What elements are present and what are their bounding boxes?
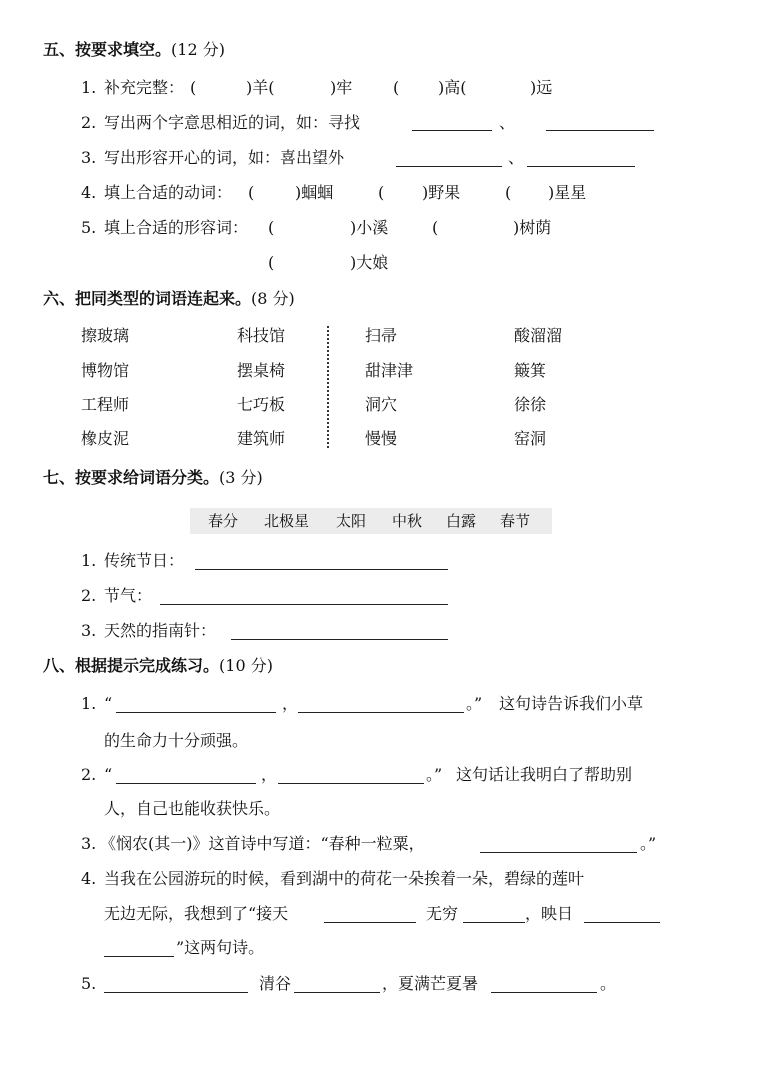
s5-q2-text: 写出两个字意思相近的词，如：寻找	[104, 113, 361, 132]
s8-q1-blank-1[interactable]	[116, 712, 276, 713]
s5-q4-paren-1: (	[248, 183, 255, 202]
s8-q1-comma: ，	[282, 694, 299, 713]
s8-q1-num: 1.	[81, 694, 97, 713]
s8-q5-part-a: 清谷	[259, 974, 292, 993]
s5-q1-num: 1.	[81, 78, 97, 97]
s6-col2-word[interactable]: 七巧板	[237, 395, 286, 414]
s5-q4-yeguo: )野果	[422, 183, 461, 202]
section-5-points: (12 分)	[171, 40, 225, 59]
s8-q5-blank-2[interactable]	[294, 992, 380, 993]
s5-q2-blank-2[interactable]	[546, 130, 654, 131]
s7-q2-blank[interactable]	[160, 604, 448, 605]
s8-q5-num: 5.	[81, 974, 97, 993]
section-8-heading	[43, 656, 273, 676]
s5-q3-text: 写出形容开心的词，如：喜出望外	[104, 148, 345, 167]
s5-q5-daniang: )大娘	[350, 253, 389, 272]
s5-q4-prefix: 填上合适的动词：	[104, 183, 233, 202]
s7-word: 北极星	[264, 512, 310, 530]
s8-q1-close-quote: 。”	[466, 694, 483, 713]
section-6-heading	[43, 289, 295, 309]
s6-col3-word[interactable]: 慢慢	[365, 429, 398, 448]
s8-q2-comma: ，	[261, 765, 278, 784]
s5-q5-xiaoxi: )小溪	[350, 218, 389, 237]
s6-col3-word[interactable]: 洞穴	[365, 395, 398, 414]
section-8-points: (10 分)	[219, 656, 273, 675]
s8-q2-blank-2[interactable]	[278, 783, 424, 784]
s8-q2-open-quote: “	[104, 765, 113, 784]
section-5-title: 五、按要求填空。	[43, 40, 172, 59]
s7-q1-text: 传统节日：	[104, 551, 185, 570]
s8-q3-blank[interactable]	[480, 852, 637, 853]
s8-q5-blank-1[interactable]	[104, 992, 248, 993]
s5-q1-paren-open-1: (	[190, 78, 197, 97]
s8-q2-close-quote: 。”	[426, 765, 443, 784]
s5-q1-gao: )高(	[438, 78, 467, 97]
s6-col1-word[interactable]: 擦玻璃	[81, 326, 130, 345]
s5-q3-blank-1[interactable]	[396, 166, 502, 167]
s7-q2-text: 节气：	[104, 586, 153, 605]
s6-col4-word[interactable]: 簸箕	[514, 361, 547, 380]
s5-q4-paren-2: (	[378, 183, 385, 202]
s6-col1-word[interactable]: 博物馆	[81, 361, 130, 380]
s7-q1-num: 1.	[81, 551, 97, 570]
s5-q1-yang: )羊(	[246, 78, 275, 97]
s5-q2-sep: 、	[499, 113, 516, 132]
s8-q5-blank-3[interactable]	[491, 992, 597, 993]
section-7-title: 七、按要求给词语分类。	[43, 468, 220, 487]
s5-q1-lao: )牢	[330, 78, 353, 97]
s6-col1-word[interactable]: 橡皮泥	[81, 429, 130, 448]
s8-q4-blank-2[interactable]	[463, 922, 525, 923]
section-7-heading	[43, 468, 263, 488]
s6-col4-word[interactable]: 窑洞	[514, 429, 547, 448]
s5-q4-num: 4.	[81, 183, 97, 202]
s7-q3-blank[interactable]	[231, 639, 448, 640]
s6-col1-word[interactable]: 工程师	[81, 395, 130, 414]
s6-col2-word[interactable]: 建筑师	[237, 429, 286, 448]
s8-q1-open-quote: “	[104, 694, 113, 713]
s7-word: 春分	[208, 512, 239, 530]
s8-q4-line1: 当我在公园游玩的时候，看到湖中的荷花一朵挨着一朵，碧绿的莲叶	[104, 869, 585, 888]
s5-q4-xingxing: )星星	[548, 183, 587, 202]
s5-q5-paren-1: (	[268, 218, 275, 237]
s7-q3-text: 天然的指南针：	[104, 621, 217, 640]
s6-col3-word[interactable]: 甜津津	[365, 361, 414, 380]
s5-q4-guoguo: )蝈蝈	[295, 183, 334, 202]
s7-word-bank	[190, 508, 552, 534]
s7-q1-blank[interactable]	[195, 569, 448, 570]
s8-q2-tail: 这句话让我明白了帮助别	[456, 765, 633, 784]
s7-q2-num: 2.	[81, 586, 97, 605]
s8-q4-blank-4[interactable]	[104, 956, 174, 957]
section-6-title: 六、把同类型的词语连起来。	[43, 289, 252, 308]
s8-q5-part-b: ，夏满芒夏暑	[382, 974, 479, 993]
s8-q4-blank-3[interactable]	[584, 922, 660, 923]
s6-col4-word[interactable]: 酸溜溜	[514, 326, 563, 345]
s8-q4-num: 4.	[81, 869, 97, 888]
s8-q4-part-d: ”这两句诗。	[176, 938, 265, 957]
s5-q5-paren-3: (	[268, 253, 275, 272]
s6-col3-word[interactable]: 扫帚	[365, 326, 398, 345]
s8-q1-tail: 这句诗告诉我们小草	[499, 694, 644, 713]
s5-q3-num: 3.	[81, 148, 97, 167]
s7-word: 白露	[446, 512, 477, 530]
s5-q5-num: 5.	[81, 218, 97, 237]
s5-q4-paren-3: (	[505, 183, 512, 202]
s8-q4-part-c: ，映日	[525, 904, 574, 923]
s8-q3-close-quote: 。”	[640, 834, 657, 853]
s5-q5-paren-2: (	[432, 218, 439, 237]
s5-q2-num: 2.	[81, 113, 97, 132]
s8-q4-part-b: 无穷	[426, 904, 459, 923]
section-5-heading	[43, 40, 225, 60]
s8-q1-line2: 的生命力十分顽强。	[104, 731, 249, 750]
s7-q3-num: 3.	[81, 621, 97, 640]
s8-q3-text: 《悯农(其一)》这首诗中写道：“春种一粒粟，	[100, 834, 425, 853]
s8-q2-num: 2.	[81, 765, 97, 784]
s5-q5-shuyin: )树荫	[513, 218, 552, 237]
s5-q1-prefix: 补充完整：	[104, 78, 185, 97]
s6-dotted-divider	[327, 326, 329, 448]
s6-col4-word[interactable]: 徐徐	[514, 395, 547, 414]
s7-word: 太阳	[336, 512, 367, 530]
s6-col2-word[interactable]: 摆桌椅	[237, 361, 286, 380]
section-6-points: (8 分)	[251, 289, 295, 308]
s5-q2-blank-1[interactable]	[412, 130, 492, 131]
s7-word: 春节	[500, 512, 531, 530]
s8-q4-part-a: 无边无际，我想到了“接天	[104, 904, 289, 923]
section-7-points: (3 分)	[219, 468, 263, 487]
s7-word: 中秋	[392, 512, 423, 530]
s5-q3-blank-2[interactable]	[527, 166, 635, 167]
section-8-title: 八、根据提示完成练习。	[43, 656, 220, 675]
s8-q4-blank-1[interactable]	[324, 922, 416, 923]
s8-q2-blank-1[interactable]	[116, 783, 256, 784]
s5-q1-paren-open-3: (	[393, 78, 400, 97]
s8-q5-part-c: 。	[600, 974, 617, 993]
s5-q1-yuan: )远	[530, 78, 553, 97]
s8-q1-blank-2[interactable]	[298, 712, 464, 713]
s8-q3-num: 3.	[81, 834, 97, 853]
s6-col2-word[interactable]: 科技馆	[237, 326, 286, 345]
s8-q2-line2: 人，自己也能收获快乐。	[104, 799, 281, 818]
s5-q5-prefix: 填上合适的形容词：	[104, 218, 249, 237]
s5-q3-sep: 、	[508, 148, 525, 167]
